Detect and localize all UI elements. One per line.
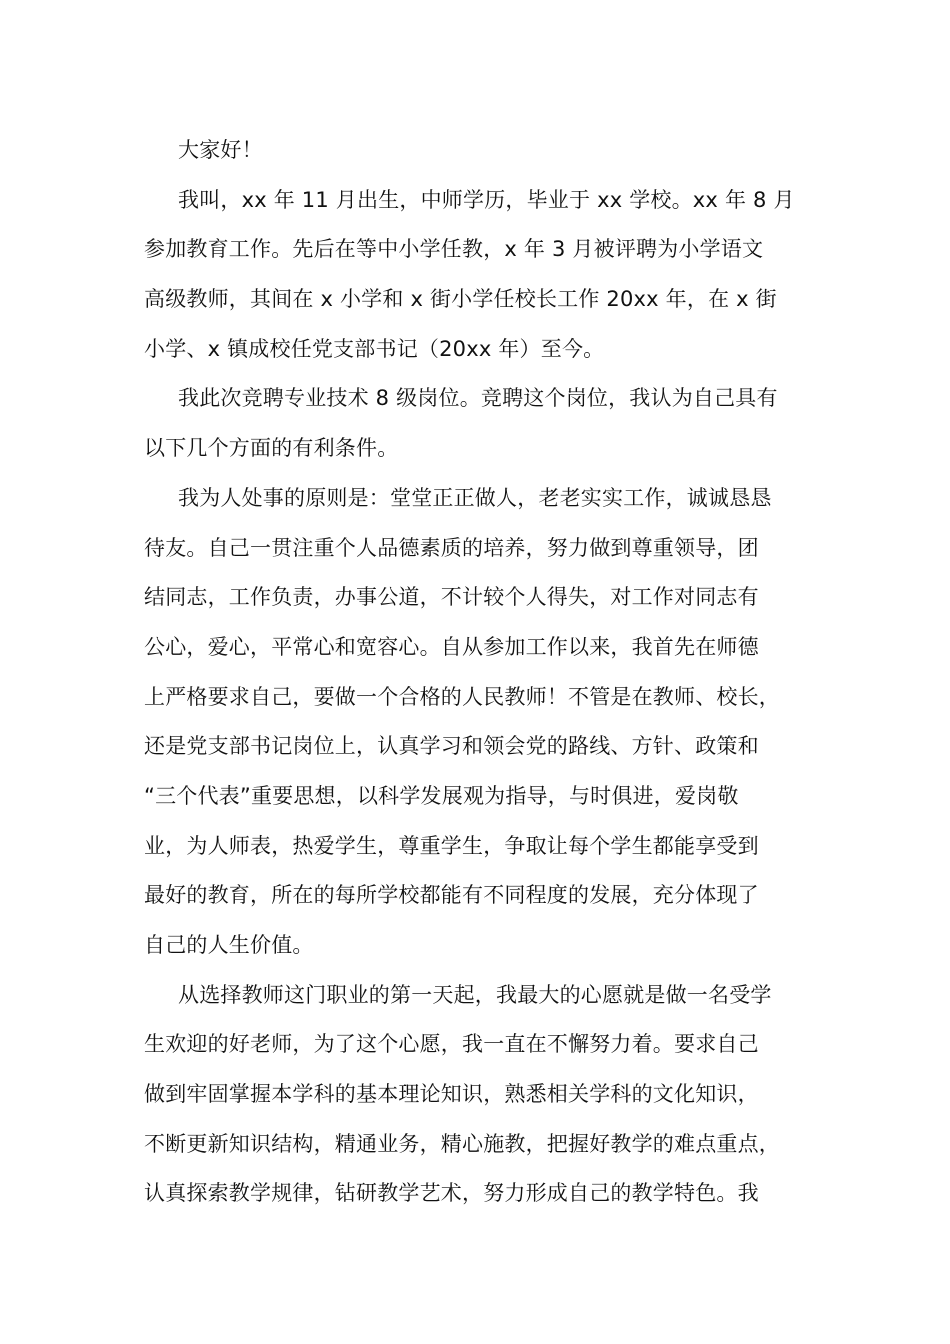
text-line: 从选择教师这门职业的第一天起，我最大的心愿就是做一名受学 xyxy=(178,982,772,1007)
text-line: 上严格要求自己，要做一个合格的人民教师！不管是在教师、校长， xyxy=(144,684,780,709)
text-line: 不断更新知识结构，精通业务，精心施教，把握好教学的难点重点， xyxy=(144,1131,780,1156)
text-line: 我为人处事的原则是：堂堂正正做人，老老实实工作，诚诚恳恳 xyxy=(178,485,772,510)
text-line: 大家好！ xyxy=(178,138,263,162)
text-line: 做到牢固掌握本学科的基本理论知识，熟悉相关学科的文化知识， xyxy=(144,1082,759,1107)
text-line: 小学、x 镇成校任党支部书记（20xx 年）至今。 xyxy=(144,336,605,361)
text-line: 高级教师，其间在 x 小学和 x 街小学任校长工作 20xx 年，在 x 街 xyxy=(144,287,777,312)
document-body xyxy=(144,126,834,1219)
text-line: 结同志，工作负责，办事公道，不计较个人得失，对工作对同志有 xyxy=(144,585,759,610)
text-line: 生欢迎的好老师，为了这个心愿，我一直在不懈努力着。要求自己 xyxy=(144,1032,759,1057)
text-line: 我此次竞聘专业技术 8 级岗位。竞聘这个岗位，我认为自己具有 xyxy=(178,386,778,411)
text-line: 以下几个方面的有利条件。 xyxy=(144,436,399,461)
text-line: 认真探索教学规律，钻研教学艺术，努力形成自己的教学特色。我 xyxy=(144,1181,759,1206)
text-line: 最好的教育，所在的每所学校都能有不同程度的发展，充分体现了 xyxy=(144,883,759,908)
text-line: 我叫，xx 年 11 月出生，中师学历，毕业于 xx 学校。xx 年 8 月 xyxy=(178,187,795,212)
text-line: “三个代表”重要思想，以科学发展观为指导，与时俱进，爱岗敬 xyxy=(144,783,739,808)
text-line: 参加教育工作。先后在等中小学任教，x 年 3 月被评聘为小学语文 xyxy=(144,237,764,262)
text-line: 业，为人师表，热爱学生，尊重学生，争取让每个学生都能享受到 xyxy=(144,833,759,858)
text-line: 公心，爱心，平常心和宽容心。自从参加工作以来，我首先在师德 xyxy=(144,634,759,659)
text-line: 自己的人生价值。 xyxy=(144,933,314,957)
text-line: 还是党支部书记岗位上，认真学习和领会党的路线、方针、政策和 xyxy=(144,734,759,759)
text-line: 待友。自己一贯注重个人品德素质的培养，努力做到尊重领导，团 xyxy=(144,535,759,560)
